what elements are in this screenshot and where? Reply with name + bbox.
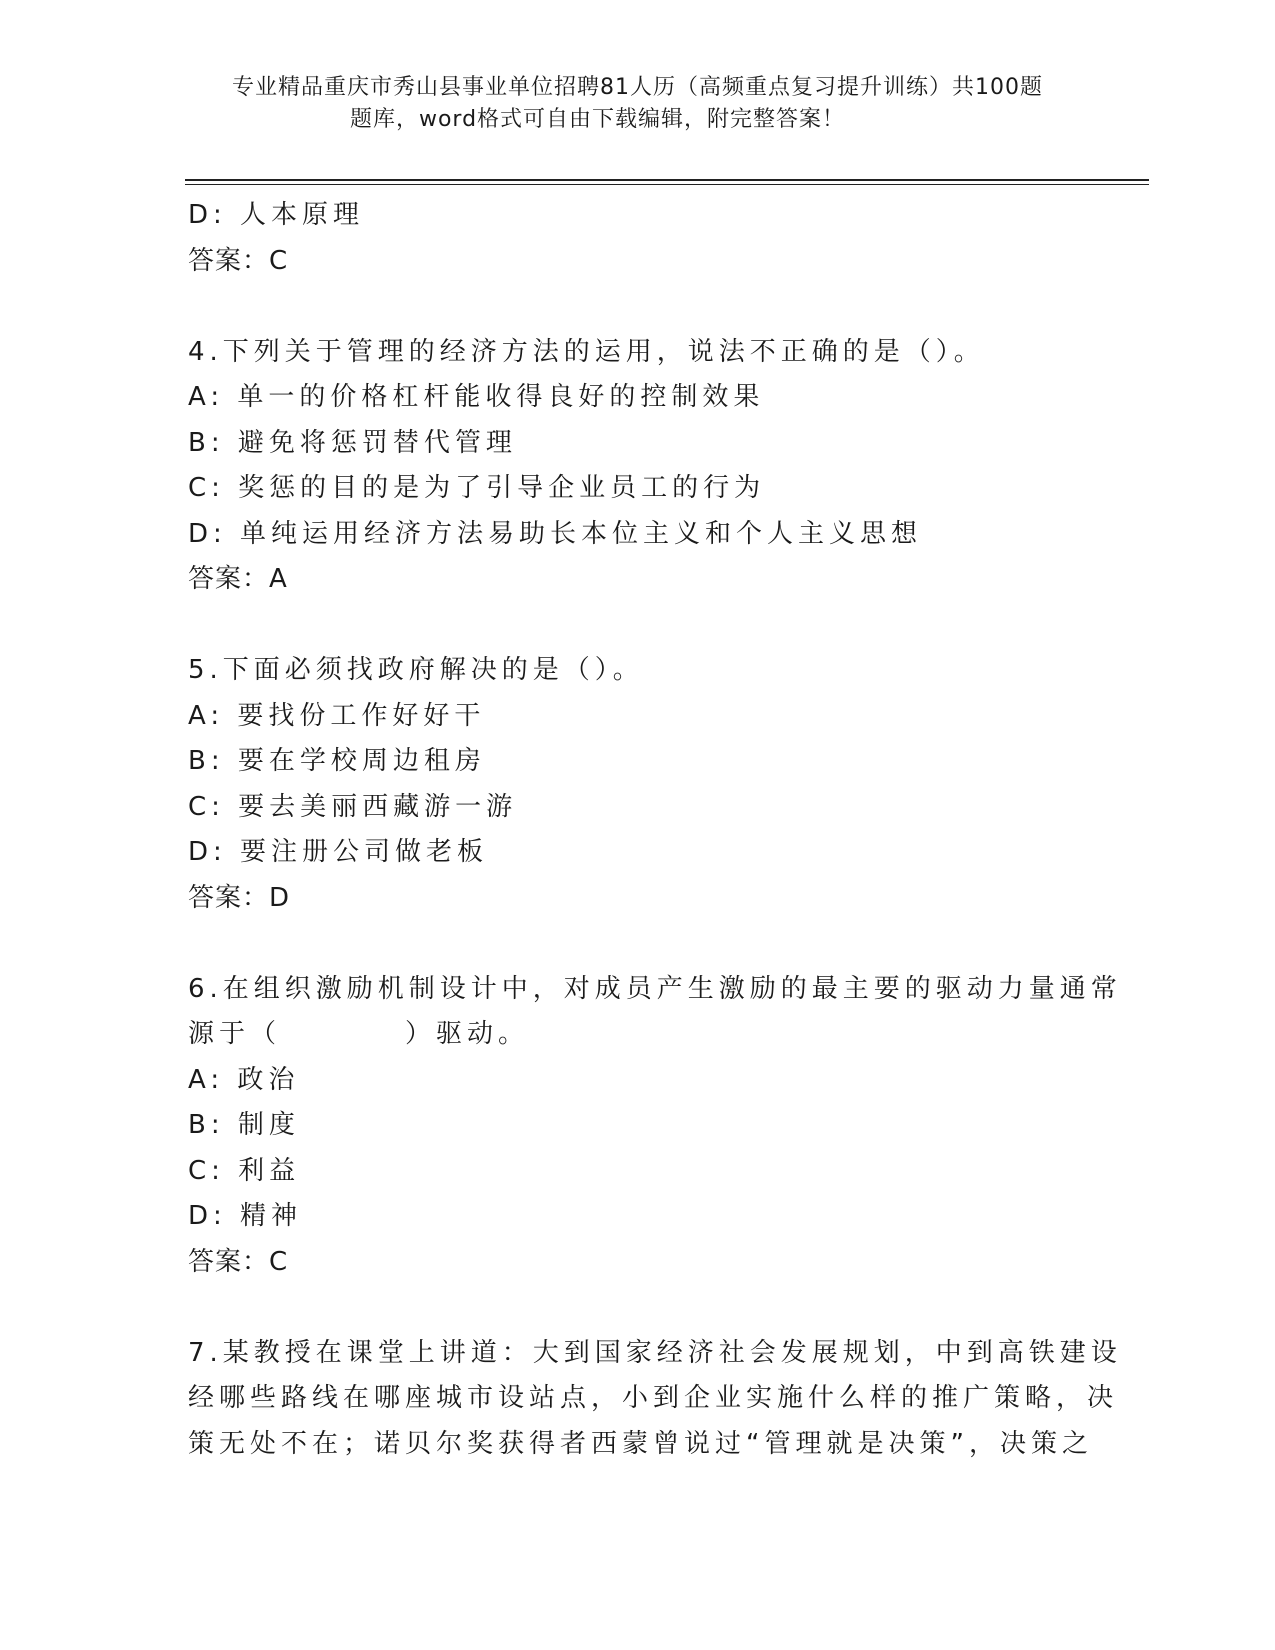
answer: 答案：A	[188, 564, 288, 594]
answer: 答案：C	[188, 1246, 289, 1277]
option-b: B: 要在学校周边租房	[188, 746, 486, 776]
answer: 答案：D	[188, 882, 291, 913]
header-line-1: 专业精品重庆市秀山县事业单位招聘81人历（高频重点复习提升训练）共100题	[232, 75, 1043, 100]
question-stem-line-2: 源于（ ）驱动。	[188, 1019, 530, 1049]
option-b: B: 制度	[188, 1110, 300, 1140]
question-5	[188, 648, 1068, 921]
option-a: A: 单一的价格杠杆能收得良好的控制效果	[188, 382, 765, 412]
option-d: D: 单纯运用经济方法易助长本位主义和个人主义思想	[188, 518, 923, 549]
question-stem-line-2: 经哪些路线在哪座城市设站点，小到企业实施什么样的推广策略，决	[188, 1383, 1119, 1413]
header-rule-thick	[185, 179, 1149, 181]
option-d: D: 要注册公司做老板	[188, 837, 489, 867]
option-c: C: 奖惩的目的是为了引导企业员工的行为	[188, 473, 766, 503]
question-stem: 5.下面必须找政府解决的是（）。	[188, 655, 644, 685]
option-d: D: 人本原理	[188, 200, 365, 230]
option-b: B: 避免将惩罚替代管理	[188, 427, 517, 458]
header-rule-thin	[185, 184, 1149, 185]
option-c: C: 利益	[188, 1155, 301, 1186]
question-6	[188, 967, 1122, 1286]
document-header	[0, 72, 1275, 136]
question-stem-line-1: 7.某教授在课堂上讲道：大到国家经济社会发展规划，中到高铁建设	[188, 1337, 1122, 1368]
option-a: A: 要找份工作好好干	[188, 700, 486, 731]
option-d: D: 精神	[188, 1201, 303, 1231]
option-c: C: 要去美丽西藏游一游	[188, 791, 518, 822]
header-line-2: 题库，word格式可自由下载编辑，附完整答案！	[349, 107, 846, 132]
question-stem-line-1: 6.在组织激励机制设计中，对成员产生激励的最主要的驱动力量通常	[188, 973, 1122, 1004]
answer: 答案：C	[188, 245, 289, 276]
question-stem: 4.下列关于管理的经济方法的运用，说法不正确的是（）。	[188, 336, 985, 367]
question-4	[188, 330, 1068, 603]
question-7	[188, 1331, 1122, 1468]
question-stem-line-3: 策无处不在；诺贝尔奖获得者西蒙曾说过“管理就是决策”，决策之	[188, 1428, 1093, 1459]
option-a: A: 政治	[188, 1064, 300, 1095]
document-body	[188, 193, 1122, 1467]
